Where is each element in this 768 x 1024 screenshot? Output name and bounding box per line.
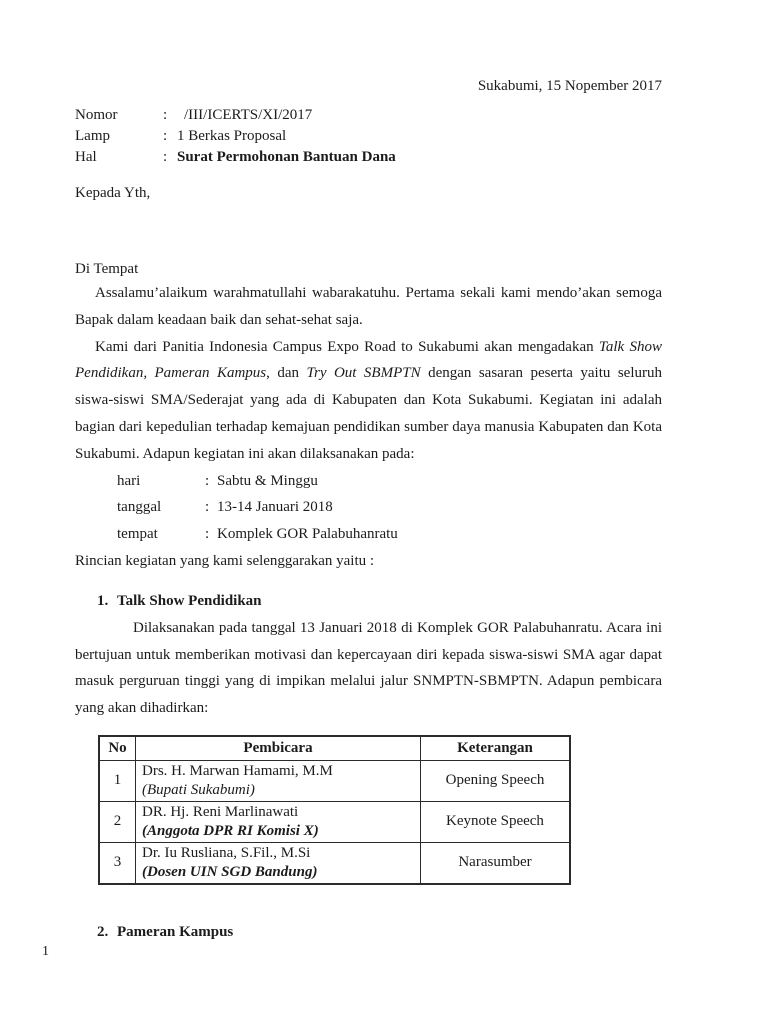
section-title: Pameran Kampus xyxy=(117,923,234,940)
intro-paragraph xyxy=(75,334,662,468)
intro-run-italic: Talk Show Pendidikan, Pameran Kampus xyxy=(75,338,663,382)
activity-intro-line: Rincian kegiatan yang kami selenggarakan yaitu : xyxy=(75,552,375,569)
opening-paragraph-text: Assalamu’alaikum warahmatullahi wabarakatuhu. Pertama sekali kami mendo’akan semoga Bapak dalam keadaan baik dan sehat-sehat saja. xyxy=(75,285,662,328)
header-no: No xyxy=(99,736,136,761)
detail-row-tempat xyxy=(75,521,662,548)
detail-label-hari: hari xyxy=(117,472,141,489)
intro-run: Kami dari Panitia Indonesia Campus Expo Road to Sukabumi akan mengadakan xyxy=(95,338,599,355)
event-details xyxy=(75,468,662,548)
speaker-note: (Dosen UIN SGD Bandung) xyxy=(142,863,318,880)
header-keterangan: Keterangan xyxy=(421,736,571,761)
meta-separator: : xyxy=(163,128,168,144)
table-row xyxy=(99,760,570,801)
section-heading-pameran xyxy=(75,919,662,946)
meta-label-lamp: Lamp xyxy=(75,128,110,144)
section-title: Talk Show Pendidikan xyxy=(117,592,262,609)
speaker-name: Drs. H. Marwan Hamami, M.M xyxy=(142,762,333,779)
detail-value-tempat: Komplek GOR Palabuhanratu xyxy=(217,526,398,543)
intro-run: dengan sasaran peserta yaitu seluruh siswa-siswi SMA/Sederajat yang ada di Kabupaten dan Kota Sukabumi. Kegiatan ini adalah bagian dari kepedulian terhadap kemajuan pendidikan sumber daya manusia Kabupaten dan Kota Sukabumi. Adapun kegiatan ini akan dilaksanakan pada: xyxy=(75,365,662,462)
speaker-table xyxy=(98,735,571,885)
table-row xyxy=(99,801,570,842)
speaker-name-cell xyxy=(136,842,421,884)
header-pembicara: Pembicara xyxy=(136,736,421,761)
meta-row-nomor xyxy=(75,105,662,126)
section-heading-talkshow xyxy=(75,588,662,615)
meta-value-nomor: /III/ICERTS/XI/2017 xyxy=(184,107,313,123)
meta-row-lamp xyxy=(75,126,662,147)
speaker-name-cell xyxy=(136,760,421,801)
speaker-note: (Anggota DPR RI Komisi X) xyxy=(142,822,319,839)
detail-separator: : xyxy=(205,526,210,543)
table-row xyxy=(99,842,570,884)
section-number: 2. xyxy=(97,923,109,940)
detail-label-tempat: tempat xyxy=(117,526,158,543)
recipient-salutation: Kepada Yth, xyxy=(75,185,151,201)
letter-date: Sukabumi, 15 Nopember 2017 xyxy=(477,78,662,94)
speaker-name-cell xyxy=(136,801,421,842)
speaker-name: Dr. Iu Rusliana, S.Fil., M.Si xyxy=(142,844,311,861)
speaker-no: 1 xyxy=(99,760,136,801)
meta-value-hal: Surat Permohonan Bantuan Dana xyxy=(177,149,396,165)
meta-label-nomor: Nomor xyxy=(75,107,118,123)
speaker-role: Opening Speech xyxy=(421,760,571,801)
detail-separator: : xyxy=(205,499,210,516)
detail-label-tanggal: tanggal xyxy=(117,499,162,516)
meta-label-hal: Hal xyxy=(75,149,97,165)
speaker-table-header-row xyxy=(99,736,570,761)
talkshow-paragraph: Dilaksanakan pada tanggal 13 Januari 2018 di Komplek GOR Palabuhanratu. Acara ini bertujuan untuk memberikan motivasi dan kepercayaan diri kepada siswa-siswi SMA agar dapat masuk perguruan tinggi yang di impikan melalui jalur SNMPTN-SBMPTN. Adapun pembicara yang akan dihadirkan: xyxy=(75,619,662,717)
intro-run-italic: Try Out SBMPTN xyxy=(306,365,421,382)
intro-run: , dan xyxy=(266,365,307,382)
meta-value-lamp: 1 Berkas Proposal xyxy=(177,128,287,144)
detail-value-tanggal: 13-14 Januari 2018 xyxy=(217,499,333,516)
speaker-role: Narasumber xyxy=(421,842,571,884)
speaker-role: Keynote Speech xyxy=(421,801,571,842)
section-number: 1. xyxy=(97,592,109,609)
detail-row-hari xyxy=(75,468,662,495)
meta-row-hal xyxy=(75,147,662,168)
meta-separator: : xyxy=(163,149,168,165)
speaker-no: 3 xyxy=(99,842,136,884)
speaker-note: (Bupati Sukabumi) xyxy=(142,781,255,798)
speaker-name: DR. Hj. Reni Marlinawati xyxy=(142,803,299,820)
detail-separator: : xyxy=(205,472,210,489)
page-number: 1 xyxy=(42,944,49,959)
letter-meta xyxy=(75,105,662,168)
recipient-place: Di Tempat xyxy=(75,261,139,277)
meta-separator: : xyxy=(163,107,168,123)
speaker-no: 2 xyxy=(99,801,136,842)
opening-paragraph xyxy=(75,280,662,334)
detail-row-tanggal xyxy=(75,494,662,521)
detail-value-hari: Sabtu & Minggu xyxy=(217,472,318,489)
